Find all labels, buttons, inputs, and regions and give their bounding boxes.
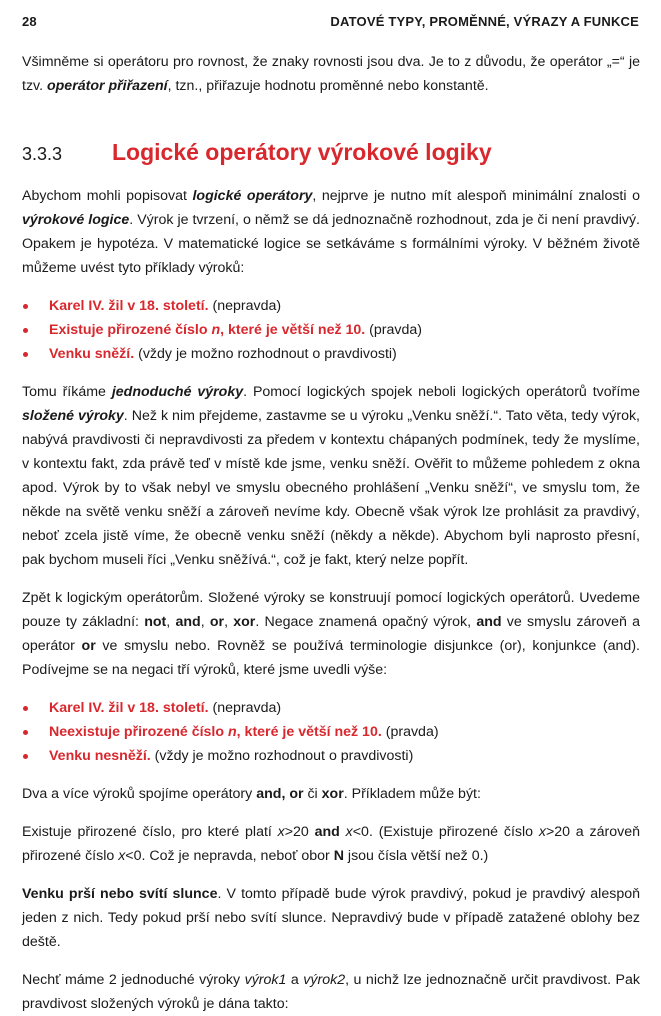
section-title: Logické operátory výrokové logiky xyxy=(112,139,492,165)
list-item: Karel IV. žil v 18. století. (nepravda) xyxy=(22,696,640,720)
paragraph-compound-truth: Nechť máme 2 jednoduché výroky výrok1 a výrok2, u nichž lze jednoznačně určit pravdivost. Pak pravdivost složených výroků je dána takto: xyxy=(22,972,640,1012)
negated-statements-list xyxy=(22,696,640,768)
list-item: Venku nesněží. (vždy je možno rozhodnout o pravdivosti) xyxy=(22,744,640,768)
paragraph-logical-operators: Zpět k logickým operátorům. Složené výroky se konstruují pomocí logických operátorů. Uvedeme pouze ty základní: not, and, or, xor. Negace znamená opačný výrok, and ve smyslu zároveň a operátor or ve smyslu nebo. Rovněž se používá terminologie disjunkce (or), konjunkce (and). Podívejme se na negaci tří výroků, které jsme uvedli výše: xyxy=(22,590,640,678)
paragraph-logic-intro: Abychom mohli popisovat logické operátory, nejprve je nutno mít alespoň minimální znalosti o výrokové logice. Výrok je tvrzení, o němž se dá jednoznačně rozhodnout, zda je či není pravdivý. Opakem je hypotéza. V matematické logice se setkáváme s formálními výroky. V běžném životě můžeme uvést tyto příklady výroků: xyxy=(22,188,640,276)
page-body xyxy=(22,50,640,1016)
paragraph-example-and: Existuje přirozené číslo, pro které platí x>20 and x<0. (Existuje přirozené číslo x>20 a zároveň přirozené číslo x<0. Což je nepravda, neboť obor N jsou čísla větší než 0.) xyxy=(22,824,640,864)
running-header xyxy=(22,14,639,36)
bullet-icon xyxy=(23,706,28,711)
list-item: Neexistuje přirozené číslo n, které je větší než 10. (pravda) xyxy=(22,720,640,744)
section-number: 3.3.3 xyxy=(22,144,63,164)
section-heading xyxy=(22,140,640,166)
bullet-icon xyxy=(23,730,28,735)
intro-paragraph: Všimněme si operátoru pro rovnost, že znaky rovnosti jsou dva. Je to z důvodu, že operátor „=“ je tzv. operátor přiřazení, tzn., přiřazuje hodnotu proměnné nebo konstantě. xyxy=(22,54,640,94)
bullet-icon xyxy=(23,754,28,759)
paragraph-example-or: Venku prší nebo svítí slunce. V tomto případě bude výrok pravdivý, pokud je pravdivý alespoň jeden z nich. Tedy pokud prší nebo svítí slunce. Nepravdivý bude v případě zatažené oblohy bez deště. xyxy=(22,886,640,950)
paragraph-simple-statements: Tomu říkáme jednoduché výroky. Pomocí logických spojek neboli logických operátorů tvoříme složené výroky. Než k nim přejdeme, zastavme se u výroku „Venku sněží.“. Tato věta, tedy výrok, nabývá pravdivosti či nepravdivosti za předem v kontextu chápaných podmínek, tedy že myslíme, v kontextu fakt, zda právě teď v místě kde jsme, venku sněží. Ověřit to můžeme pohledem z okna apod. Výrok by to však nebyl ve smyslu obecného prohlášení „Venku sněží“, ve smyslu tom, že někde na světě venku sněží a zároveň nevíme kdy. Obecně však výrok lze prohlásit za pravdivý, neboť zcela jistě víme, že obecně venku sněží (někdy a někde). Abychom byli naprosto přesní, pak bychom museli říci „Venku sněžívá.“, což je fakt, který nelze popřít. xyxy=(22,384,641,568)
bullet-icon xyxy=(23,304,28,309)
bullet-icon xyxy=(23,352,28,357)
page-number: 28 xyxy=(22,14,37,29)
list-item: Existuje přirozené číslo n, které je větší než 10. (pravda) xyxy=(22,318,640,342)
bullet-icon xyxy=(23,328,28,333)
paragraph-combining: Dva a více výroků spojíme operátory and, or či xor. Příkladem může být: xyxy=(22,786,481,802)
list-item: Karel IV. žil v 18. století. (nepravda) xyxy=(22,294,640,318)
chapter-title: DATOVÉ TYPY, PROMĚNNÉ, VÝRAZY A FUNKCE xyxy=(330,14,639,29)
example-statements-list xyxy=(22,294,640,366)
list-item: Venku sněží. (vždy je možno rozhodnout o pravdivosti) xyxy=(22,342,640,366)
